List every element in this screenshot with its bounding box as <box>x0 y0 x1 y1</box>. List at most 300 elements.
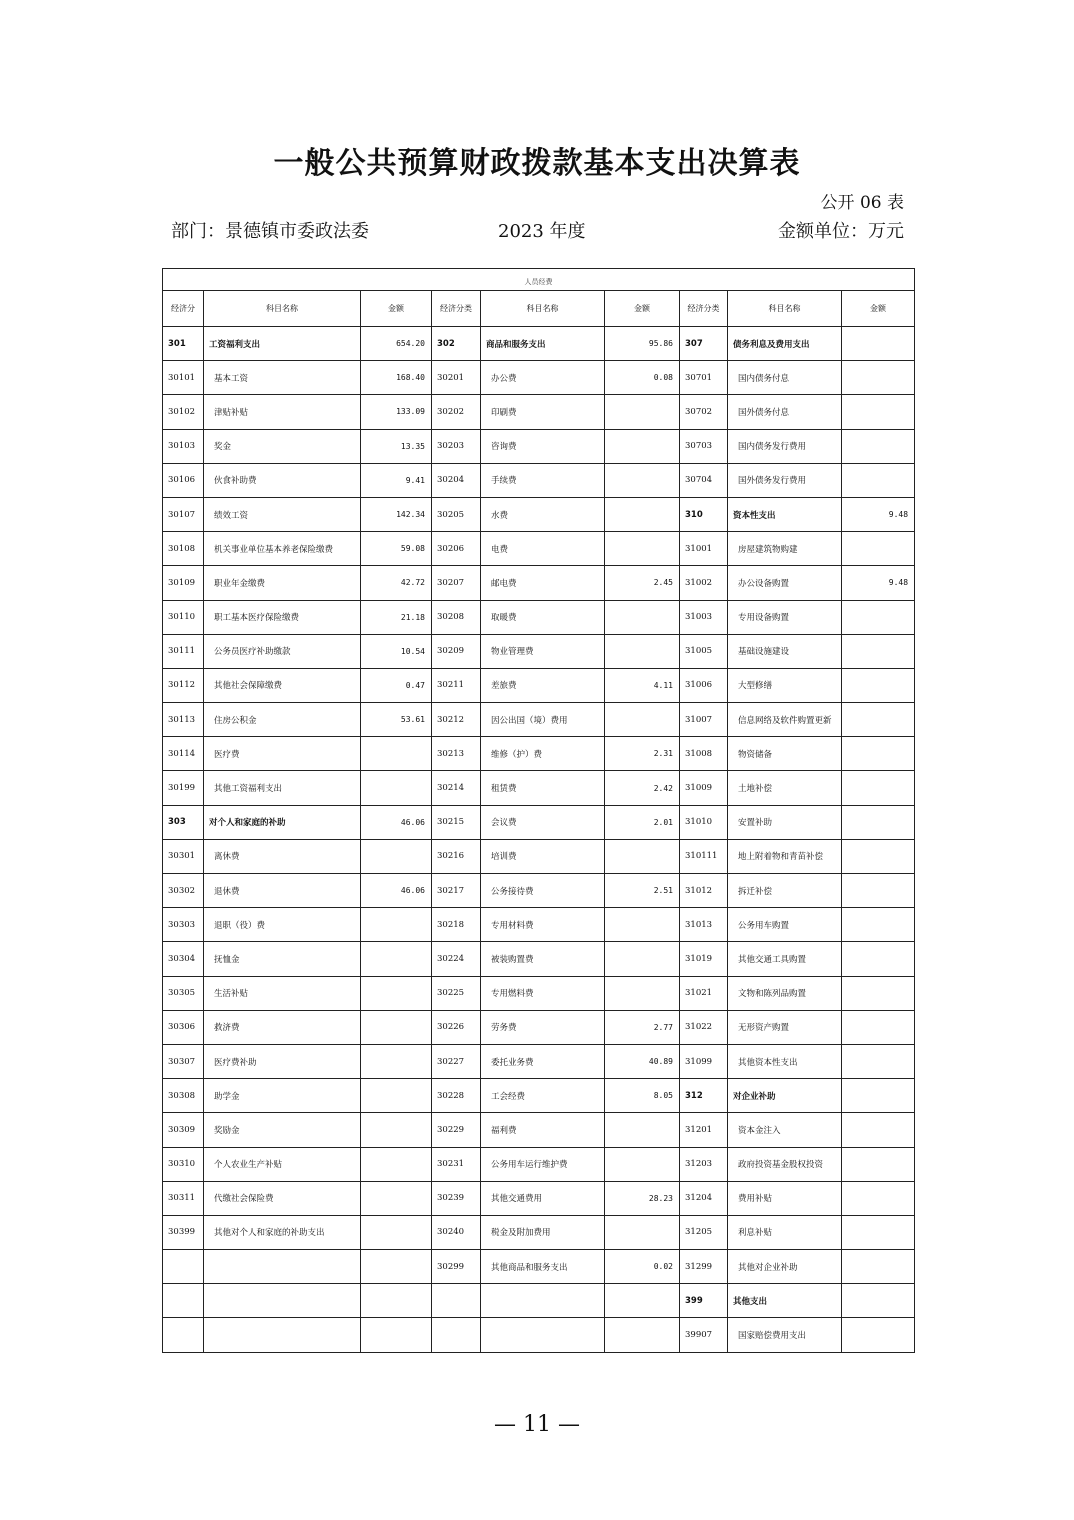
econ-code-cell <box>163 1250 204 1284</box>
item-name-cell: 维修（护）费 <box>481 737 605 771</box>
amount-cell <box>842 1250 915 1284</box>
amount-cell: 133.09 <box>361 395 432 429</box>
header-cell: 经济分 <box>163 291 204 327</box>
item-name-cell: 离休费 <box>204 839 361 873</box>
amount-cell: 95.86 <box>605 327 680 361</box>
amount-cell <box>361 1044 432 1078</box>
amount-cell <box>605 1318 680 1352</box>
econ-code-cell: 31002 <box>680 566 728 600</box>
item-name-cell: 咨询费 <box>481 429 605 463</box>
econ-code-cell: 30304 <box>163 942 204 976</box>
econ-code-cell <box>163 1318 204 1352</box>
econ-code-cell: 31203 <box>680 1147 728 1181</box>
econ-code-cell: 31022 <box>680 1010 728 1044</box>
header-cell: 金额 <box>842 291 915 327</box>
item-name-cell: 专用材料费 <box>481 908 605 942</box>
item-name-cell: 奖励金 <box>204 1113 361 1147</box>
item-name-cell: 委托业务费 <box>481 1044 605 1078</box>
item-name-cell: 生活补贴 <box>204 976 361 1010</box>
table-caption-row <box>163 269 915 291</box>
amount-cell <box>361 942 432 976</box>
table-row <box>163 805 915 839</box>
amount-cell: 8.05 <box>605 1079 680 1113</box>
item-name-cell: 奖金 <box>204 429 361 463</box>
amount-cell <box>842 1010 915 1044</box>
item-name-cell: 税金及附加费用 <box>481 1215 605 1249</box>
amount-cell <box>842 532 915 566</box>
item-name-cell: 租赁费 <box>481 771 605 805</box>
item-name-cell: 邮电费 <box>481 566 605 600</box>
item-name-cell: 公务员医疗补助缴款 <box>204 634 361 668</box>
table-row <box>163 1044 915 1078</box>
econ-code-cell: 30110 <box>163 600 204 634</box>
econ-code-cell: 30102 <box>163 395 204 429</box>
econ-code-cell: 30309 <box>163 1113 204 1147</box>
econ-code-cell: 31008 <box>680 737 728 771</box>
amount-cell <box>605 532 680 566</box>
table-row <box>163 1215 915 1249</box>
econ-code-cell: 30205 <box>432 497 481 531</box>
item-name-cell: 对企业补助 <box>728 1079 842 1113</box>
item-name-cell: 资本金注入 <box>728 1113 842 1147</box>
econ-code-cell: 30201 <box>432 361 481 395</box>
econ-code-cell: 30703 <box>680 429 728 463</box>
item-name-cell: 医疗费 <box>204 737 361 771</box>
econ-code-cell <box>163 1284 204 1318</box>
item-name-cell: 其他资本性支出 <box>728 1044 842 1078</box>
table-row <box>163 497 915 531</box>
amount-cell <box>605 429 680 463</box>
table-row <box>163 463 915 497</box>
header-cell: 金额 <box>361 291 432 327</box>
table-row <box>163 327 915 361</box>
header-cell: 经济分类 <box>680 291 728 327</box>
amount-cell: 0.47 <box>361 668 432 702</box>
item-name-cell: 利息补贴 <box>728 1215 842 1249</box>
amount-cell <box>842 668 915 702</box>
page-number: — 11 — <box>494 1412 580 1437</box>
econ-code-cell: 30307 <box>163 1044 204 1078</box>
item-name-cell: 办公设备购置 <box>728 566 842 600</box>
econ-code-cell: 30217 <box>432 874 481 908</box>
amount-cell <box>842 703 915 737</box>
econ-code-cell: 30231 <box>432 1147 481 1181</box>
item-name-cell: 商品和服务支出 <box>481 327 605 361</box>
amount-cell <box>605 839 680 873</box>
table-row <box>163 566 915 600</box>
item-name-cell <box>204 1250 361 1284</box>
econ-code-cell: 30213 <box>432 737 481 771</box>
item-name-cell <box>204 1318 361 1352</box>
item-name-cell: 资本性支出 <box>728 497 842 531</box>
econ-code-cell: 30207 <box>432 566 481 600</box>
item-name-cell: 其他商品和服务支出 <box>481 1250 605 1284</box>
amount-cell: 2.45 <box>605 566 680 600</box>
expenditure-table <box>162 268 915 1353</box>
item-name-cell: 其他对企业补助 <box>728 1250 842 1284</box>
amount-cell <box>361 1250 432 1284</box>
item-name-cell <box>481 1284 605 1318</box>
amount-cell: 46.06 <box>361 805 432 839</box>
item-name-cell: 债务利息及费用支出 <box>728 327 842 361</box>
department-label: 部门：景德镇市委政法委 <box>171 221 369 242</box>
table-row <box>163 1010 915 1044</box>
amount-cell <box>605 1147 680 1181</box>
amount-cell <box>842 908 915 942</box>
econ-code-cell: 30109 <box>163 566 204 600</box>
amount-cell <box>605 1113 680 1147</box>
amount-cell: 10.54 <box>361 634 432 668</box>
item-name-cell: 信息网络及软件购置更新 <box>728 703 842 737</box>
item-name-cell: 其他交通费用 <box>481 1181 605 1215</box>
table-row <box>163 874 915 908</box>
item-name-cell: 文物和陈列品购置 <box>728 976 842 1010</box>
amount-cell <box>361 839 432 873</box>
item-name-cell: 拆迁补偿 <box>728 874 842 908</box>
item-name-cell: 会议费 <box>481 805 605 839</box>
econ-code-cell: 31001 <box>680 532 728 566</box>
table-row <box>163 1113 915 1147</box>
amount-cell <box>842 942 915 976</box>
econ-code-cell: 31005 <box>680 634 728 668</box>
item-name-cell: 大型修缮 <box>728 668 842 702</box>
table-row <box>163 703 915 737</box>
econ-code-cell: 31003 <box>680 600 728 634</box>
econ-code-cell: 30202 <box>432 395 481 429</box>
item-name-cell: 费用补贴 <box>728 1181 842 1215</box>
econ-code-cell: 30301 <box>163 839 204 873</box>
table-row <box>163 532 915 566</box>
table-row <box>163 737 915 771</box>
amount-cell <box>842 805 915 839</box>
econ-code-cell: 30218 <box>432 908 481 942</box>
amount-cell: 21.18 <box>361 600 432 634</box>
amount-cell <box>605 703 680 737</box>
item-name-cell: 因公出国（境）费用 <box>481 703 605 737</box>
econ-code-cell: 31010 <box>680 805 728 839</box>
item-name-cell <box>481 1318 605 1352</box>
header-cell: 科目名称 <box>481 291 605 327</box>
table-row <box>163 429 915 463</box>
econ-code-cell: 30107 <box>163 497 204 531</box>
item-name-cell: 基础设施建设 <box>728 634 842 668</box>
amount-cell <box>361 1318 432 1352</box>
item-name-cell: 住房公积金 <box>204 703 361 737</box>
item-name-cell: 政府投资基金股权投资 <box>728 1147 842 1181</box>
item-name-cell: 职工基本医疗保险缴费 <box>204 600 361 634</box>
item-name-cell: 代缴社会保险费 <box>204 1181 361 1215</box>
amount-cell <box>605 908 680 942</box>
item-name-cell: 抚恤金 <box>204 942 361 976</box>
econ-code-cell: 30704 <box>680 463 728 497</box>
amount-cell <box>361 908 432 942</box>
item-name-cell: 公务用车购置 <box>728 908 842 942</box>
amount-cell <box>842 839 915 873</box>
econ-code-cell: 30299 <box>432 1250 481 1284</box>
item-name-cell: 其他社会保障缴费 <box>204 668 361 702</box>
item-name-cell: 职业年金缴费 <box>204 566 361 600</box>
econ-code-cell: 39907 <box>680 1318 728 1352</box>
item-name-cell: 其他支出 <box>728 1284 842 1318</box>
item-name-cell: 劳务费 <box>481 1010 605 1044</box>
item-name-cell: 地上附着物和青苗补偿 <box>728 839 842 873</box>
table-row <box>163 395 915 429</box>
table-caption: 人员经费 <box>163 269 915 291</box>
econ-code-cell: 30204 <box>432 463 481 497</box>
item-name-cell: 退休费 <box>204 874 361 908</box>
header-cell: 经济分类 <box>432 291 481 327</box>
econ-code-cell <box>432 1318 481 1352</box>
amount-cell <box>361 1010 432 1044</box>
econ-code-cell: 30702 <box>680 395 728 429</box>
econ-code-cell: 30212 <box>432 703 481 737</box>
amount-cell: 2.42 <box>605 771 680 805</box>
econ-code-cell: 30239 <box>432 1181 481 1215</box>
amount-cell <box>361 976 432 1010</box>
item-name-cell <box>204 1284 361 1318</box>
econ-code-cell: 31009 <box>680 771 728 805</box>
amount-cell <box>842 634 915 668</box>
econ-code-cell: 30203 <box>432 429 481 463</box>
amount-cell <box>605 395 680 429</box>
amount-cell: 142.34 <box>361 497 432 531</box>
amount-cell <box>605 634 680 668</box>
econ-code-cell: 31201 <box>680 1113 728 1147</box>
item-name-cell: 国家赔偿费用支出 <box>728 1318 842 1352</box>
item-name-cell: 国外债务付息 <box>728 395 842 429</box>
amount-cell <box>842 463 915 497</box>
amount-cell <box>842 737 915 771</box>
econ-code-cell: 30209 <box>432 634 481 668</box>
item-name-cell: 专用燃料费 <box>481 976 605 1010</box>
amount-cell: 168.40 <box>361 361 432 395</box>
table-row <box>163 634 915 668</box>
amount-cell <box>842 1147 915 1181</box>
econ-code-cell: 30227 <box>432 1044 481 1078</box>
econ-code-cell: 30211 <box>432 668 481 702</box>
amount-cell <box>842 771 915 805</box>
amount-cell: 654.20 <box>361 327 432 361</box>
econ-code-cell: 30208 <box>432 600 481 634</box>
econ-code-cell: 31205 <box>680 1215 728 1249</box>
item-name-cell: 培训费 <box>481 839 605 873</box>
amount-cell: 59.08 <box>361 532 432 566</box>
amount-cell <box>605 942 680 976</box>
item-name-cell: 差旅费 <box>481 668 605 702</box>
table-row <box>163 668 915 702</box>
econ-code-cell: 30206 <box>432 532 481 566</box>
econ-code-cell: 30226 <box>432 1010 481 1044</box>
amount-cell <box>842 874 915 908</box>
table-row <box>163 839 915 873</box>
amount-cell <box>842 1284 915 1318</box>
item-name-cell: 物业管理费 <box>481 634 605 668</box>
item-name-cell: 国内债务发行费用 <box>728 429 842 463</box>
econ-code-cell: 310111 <box>680 839 728 873</box>
econ-code-cell: 31007 <box>680 703 728 737</box>
amount-cell: 9.48 <box>842 566 915 600</box>
amount-cell <box>361 771 432 805</box>
econ-code-cell: 30113 <box>163 703 204 737</box>
amount-cell: 0.08 <box>605 361 680 395</box>
amount-cell <box>842 429 915 463</box>
item-name-cell: 房屋建筑物购建 <box>728 532 842 566</box>
header-cell: 金额 <box>605 291 680 327</box>
amount-cell <box>605 1215 680 1249</box>
amount-cell: 46.06 <box>361 874 432 908</box>
econ-code-cell: 30111 <box>163 634 204 668</box>
econ-code-cell: 30399 <box>163 1215 204 1249</box>
econ-code-cell: 30310 <box>163 1147 204 1181</box>
item-name-cell: 对个人和家庭的补助 <box>204 805 361 839</box>
amount-cell: 2.31 <box>605 737 680 771</box>
econ-code-cell: 31204 <box>680 1181 728 1215</box>
econ-code-cell: 312 <box>680 1079 728 1113</box>
amount-cell <box>605 1284 680 1318</box>
econ-code-cell: 30112 <box>163 668 204 702</box>
amount-cell: 53.61 <box>361 703 432 737</box>
item-name-cell: 取暖费 <box>481 600 605 634</box>
table-row <box>163 361 915 395</box>
item-name-cell: 工会经费 <box>481 1079 605 1113</box>
econ-code-cell: 30305 <box>163 976 204 1010</box>
amount-cell <box>842 1113 915 1147</box>
amount-cell <box>361 1079 432 1113</box>
item-name-cell: 绩效工资 <box>204 497 361 531</box>
table-row <box>163 908 915 942</box>
amount-cell: 40.89 <box>605 1044 680 1078</box>
item-name-cell: 其他交通工具购置 <box>728 942 842 976</box>
item-name-cell: 印刷费 <box>481 395 605 429</box>
amount-cell <box>842 1318 915 1352</box>
amount-cell <box>842 1215 915 1249</box>
amount-cell <box>605 497 680 531</box>
item-name-cell: 安置补助 <box>728 805 842 839</box>
econ-code-cell: 30306 <box>163 1010 204 1044</box>
econ-code-cell: 30214 <box>432 771 481 805</box>
amount-cell <box>842 600 915 634</box>
page-title: 一般公共预算财政拨款基本支出决算表 <box>273 146 801 181</box>
amount-cell <box>605 976 680 1010</box>
item-name-cell: 国外债务发行费用 <box>728 463 842 497</box>
econ-code-cell: 30228 <box>432 1079 481 1113</box>
amount-cell <box>842 327 915 361</box>
econ-code-cell: 30114 <box>163 737 204 771</box>
econ-code-cell: 30199 <box>163 771 204 805</box>
amount-cell: 28.23 <box>605 1181 680 1215</box>
table-header-row <box>163 291 915 327</box>
amount-cell <box>842 1079 915 1113</box>
econ-code-cell: 399 <box>680 1284 728 1318</box>
econ-code-cell: 31019 <box>680 942 728 976</box>
econ-code-cell: 31013 <box>680 908 728 942</box>
item-name-cell: 手续费 <box>481 463 605 497</box>
table-row <box>163 1147 915 1181</box>
form-number: 公开 06 表 <box>820 193 904 213</box>
item-name-cell: 福利费 <box>481 1113 605 1147</box>
econ-code-cell: 302 <box>432 327 481 361</box>
item-name-cell: 医疗费补助 <box>204 1044 361 1078</box>
econ-code-cell: 30224 <box>432 942 481 976</box>
amount-cell <box>842 1181 915 1215</box>
amount-cell: 4.11 <box>605 668 680 702</box>
econ-code-cell: 30101 <box>163 361 204 395</box>
table-row <box>163 1318 915 1352</box>
amount-cell <box>361 1284 432 1318</box>
item-name-cell: 办公费 <box>481 361 605 395</box>
econ-code-cell: 31299 <box>680 1250 728 1284</box>
item-name-cell: 物资储备 <box>728 737 842 771</box>
table-row <box>163 600 915 634</box>
econ-code-cell: 30311 <box>163 1181 204 1215</box>
item-name-cell: 个人农业生产补贴 <box>204 1147 361 1181</box>
amount-cell: 13.35 <box>361 429 432 463</box>
item-name-cell: 土地补偿 <box>728 771 842 805</box>
econ-code-cell: 30225 <box>432 976 481 1010</box>
econ-code-cell: 301 <box>163 327 204 361</box>
amount-unit-label: 金额单位：万元 <box>778 221 904 242</box>
table-row <box>163 942 915 976</box>
item-name-cell: 专用设备购置 <box>728 600 842 634</box>
table-row <box>163 1250 915 1284</box>
econ-code-cell: 303 <box>163 805 204 839</box>
econ-code-cell: 30229 <box>432 1113 481 1147</box>
amount-cell: 9.41 <box>361 463 432 497</box>
table-row <box>163 1079 915 1113</box>
amount-cell <box>605 463 680 497</box>
amount-cell <box>361 1147 432 1181</box>
item-name-cell: 基本工资 <box>204 361 361 395</box>
econ-code-cell <box>432 1284 481 1318</box>
item-name-cell: 津贴补贴 <box>204 395 361 429</box>
item-name-cell: 其他工资福利支出 <box>204 771 361 805</box>
item-name-cell: 公务用车运行维护费 <box>481 1147 605 1181</box>
econ-code-cell: 30216 <box>432 839 481 873</box>
econ-code-cell: 30215 <box>432 805 481 839</box>
table-row <box>163 1181 915 1215</box>
fiscal-year-label: 2023 年度 <box>498 221 586 242</box>
econ-code-cell: 30108 <box>163 532 204 566</box>
item-name-cell: 机关事业单位基本养老保险缴费 <box>204 532 361 566</box>
header-cell: 科目名称 <box>204 291 361 327</box>
amount-cell: 2.51 <box>605 874 680 908</box>
item-name-cell: 电费 <box>481 532 605 566</box>
amount-cell <box>361 737 432 771</box>
econ-code-cell: 30308 <box>163 1079 204 1113</box>
econ-code-cell: 31099 <box>680 1044 728 1078</box>
econ-code-cell: 30240 <box>432 1215 481 1249</box>
amount-cell <box>842 1044 915 1078</box>
econ-code-cell: 30303 <box>163 908 204 942</box>
item-name-cell: 助学金 <box>204 1079 361 1113</box>
amount-cell <box>842 361 915 395</box>
econ-code-cell: 31021 <box>680 976 728 1010</box>
econ-code-cell: 30103 <box>163 429 204 463</box>
item-name-cell: 被装购置费 <box>481 942 605 976</box>
econ-code-cell: 31012 <box>680 874 728 908</box>
header-cell: 科目名称 <box>728 291 842 327</box>
table-row <box>163 771 915 805</box>
amount-cell <box>605 600 680 634</box>
amount-cell: 42.72 <box>361 566 432 600</box>
amount-cell: 9.48 <box>842 497 915 531</box>
econ-code-cell: 310 <box>680 497 728 531</box>
econ-code-cell: 31006 <box>680 668 728 702</box>
amount-cell <box>361 1215 432 1249</box>
item-name-cell: 救济费 <box>204 1010 361 1044</box>
amount-cell <box>842 395 915 429</box>
item-name-cell: 水费 <box>481 497 605 531</box>
